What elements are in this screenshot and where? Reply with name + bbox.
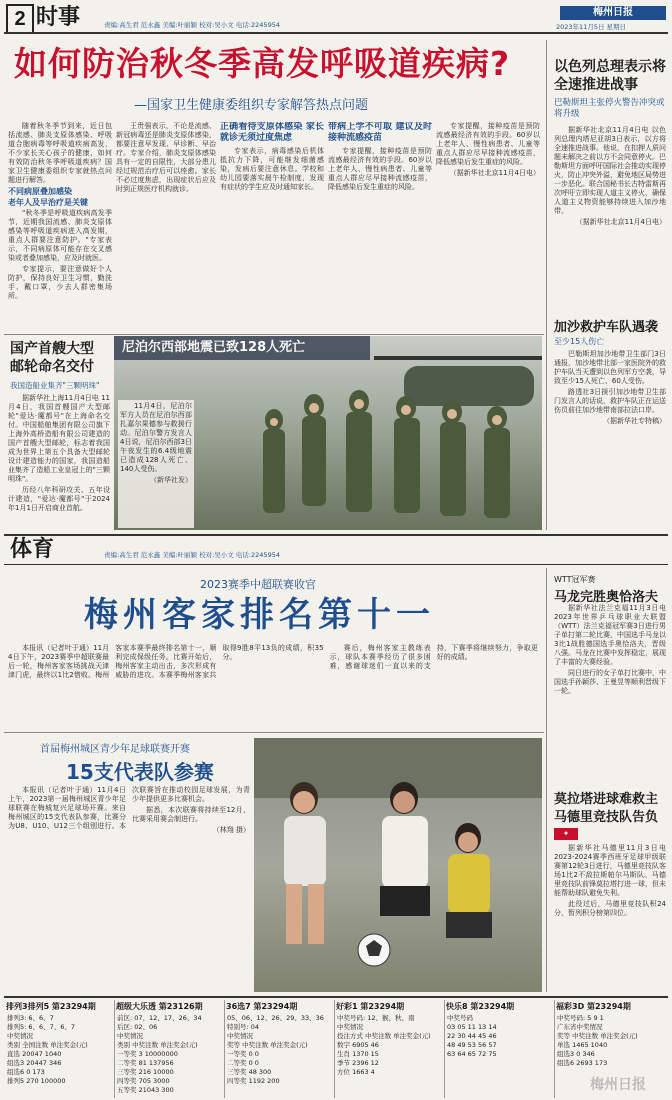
earthquake-caption [118, 400, 194, 528]
lottery-box-3 [224, 1000, 335, 1098]
cruise-subtitle: 我国造船业集齐"三颗明珠" [10, 381, 100, 390]
wtt-kicker: WTT冠军赛 [554, 575, 596, 584]
lottery-line: 类别 中奖注数 单注奖金(元) [117, 1041, 198, 1049]
lottery-line: 一等奖 3 10000000 [117, 1050, 178, 1058]
lead-subtitle: —国家卫生健康委组织专家解答热点问题 [134, 98, 369, 113]
lottery-line: 组选3 20447 346 [7, 1059, 62, 1067]
cruise-body2: 历经八年科研攻关、五年设计建造，"爱达·魔都号"于2024年1月1日开启商业首航。 [8, 486, 110, 512]
lottery-line: 季节 2396 12 [337, 1059, 379, 1067]
lottery-title: 福彩3D 第23294期 [556, 1002, 631, 1011]
lottery-line: 二等奖 81 137956 [117, 1059, 174, 1067]
earthquake-photo [114, 336, 542, 530]
lead-col5-text: 专家提醒，接种疫苗是预防流感最经济有效的手段。60岁以上老年人、慢性病患者、儿童等重点人群应尽早接种流感疫苗，降低感染后发生重症的风险。 [436, 122, 540, 166]
lottery-rule [4, 996, 668, 998]
youth-body: 本报讯（记者叶于通）11月4日上午，2023第一届梅州城区青少年足球联赛在梅城复兴足球场开赛。来自梅州城区的15支代表队参赛，比赛分为U8、U10、U12三个组别进行。本次联赛旨在推动校园足球发展，为青少年提供更多比赛机会。 [8, 786, 250, 830]
lottery-line: 四等奖 705 3000 [117, 1077, 170, 1085]
wtt-title: 马龙完胜奥恰洛夫 [554, 590, 659, 605]
wtt-body: 据新华社法兰克福11月3日电 2023年世界乒乓球职业大联盟（WTT）法兰克福冠军赛3日进行男子单打第二轮比赛，中国选手马龙以3比1战胜德国选手奥恰洛夫，晋级八强。马龙在比赛中发挥稳定，展现了丰富的大赛经验。 [554, 604, 666, 666]
sports-rule-top [4, 534, 668, 536]
cruise-text [8, 394, 110, 524]
lottery-line: 五等奖 21043 300 [117, 1086, 174, 1094]
lottery-line: 特别号: 04 [227, 1023, 260, 1031]
earthquake-headline: 尼泊尔西部地震已致128人死亡 [122, 340, 306, 355]
lottery-line: 直选 20047 1040 [7, 1050, 62, 1058]
ambulance-body: 巴勒斯坦加沙地带卫生部门3日通报，加沙地带北部一家医院外的救护车队当天遭到以色列军方空袭，导致至少15人死亡、60人受伤。 [554, 350, 666, 385]
sports-right-divider [546, 568, 547, 992]
lottery-line: 排列5 270 100000 [7, 1077, 66, 1085]
lottery-box-5 [444, 1000, 555, 1098]
sports-section-title: 体育 [10, 537, 55, 562]
lottery-title: 36选7 第23294期 [226, 1002, 298, 1011]
lottery-line: 48 49 53 56 57 [447, 1041, 497, 1049]
lottery-title: 超级大乐透 第23126期 [116, 1002, 203, 1011]
lead-q2: 老年人及早治疗是关键 [8, 198, 88, 207]
lead-col2 [116, 122, 216, 332]
sports-body2: 赛后，梅州客家主教练表示，球队本赛季经历了很多困难，感谢球迷们一直以来的支持，下赛季将继续努力，争取更好的成绩。 [329, 644, 538, 670]
lottery-box-1 [4, 1000, 115, 1098]
lottery-line: 中奖情况 [117, 1032, 143, 1040]
sports-body: 本报讯（记者叶于通）11月4日下午，2023赛季中超联赛最后一轮，梅州客家客场挑战天津津门虎，最终以1比2惜败。梅州客家本赛季最终排名第十一，顺利完成保级任务。比赛开始后，梅州客家主动出击，多次形成有威胁的进攻。本赛季梅州客家共取得9胜8平13负的成绩，积35分。 [8, 644, 324, 679]
lottery-line: 中奖号码: 5 9 1 [557, 1014, 604, 1022]
lottery-line: 组选6 0 173 [7, 1068, 45, 1076]
lottery-line: 中奖情况 [337, 1023, 363, 1031]
lottery-line: 中奖情况 [227, 1032, 253, 1040]
lottery-line: 奖等 中奖注数 单注奖金(元) [557, 1032, 638, 1040]
lottery-line: 投注方式 中奖注数 单注奖金(元) [337, 1032, 431, 1040]
right-top-title: 以色列总理表示将全速推进战事 [554, 59, 666, 93]
watermark: 梅州日报 [590, 1077, 646, 1093]
sports-title: 梅州客家排名第十一 [84, 595, 435, 635]
football-right-body2: 此役过后，马德里竞技队积24分，暂列积分榜第四位。 [554, 900, 666, 917]
lead-para2: "秋冬季是呼吸道疾病高发季节，近期我国流感、肺炎支原体感染等呼吸道疾病进入高发期，重点人群要注意防护。"专家表示，不同病原体可能存在交叉感染或者叠加感染，应及时就医。 [8, 209, 112, 262]
sports-rule [4, 564, 668, 565]
lottery-line: 方位 1663 4 [337, 1068, 375, 1076]
right-top-source: （据新华社北京11月4日电） [575, 218, 666, 226]
ambulance-subtitle: 至少15人伤亡 [554, 337, 605, 346]
lead-col2-more: 专家表示，病毒感染后机体抵抗力下降，可能继发细菌感染，发病后要注意休息。学校和幼儿园要落实晨午检制度，发现有症状的学生应及时通知家长。 [220, 147, 324, 191]
lottery-box-2 [114, 1000, 225, 1098]
lottery-line: 05、06、12、26、29、33、36 [227, 1014, 324, 1022]
youth-text [8, 786, 250, 992]
lead-col3 [220, 122, 324, 332]
ambulance-body2: 路透社3日援引加沙地带卫生部门发言人的话说，救护车队正在运送伤员前往加沙地带南部拉法口岸。 [554, 388, 666, 414]
earthquake-credit: （新华社发） [150, 476, 192, 484]
cruise-body: 据新华社上海11月4日电 11月4日，我国首艘国产大型邮轮"爱达·魔都号"在上海命名交付。中国船舶集团有限公司旗下上海外高桥造船有限公司建造的国产首艘大型邮轮，标志着我国成为世界上第五个具备大型邮轮设计建造能力的国家，我国造船业集齐了造船工业皇冠上的"三颗明珠"。 [8, 394, 110, 483]
right-top-subtitle: 巴勒斯坦主张停火警告冲突或将升级 [554, 98, 665, 119]
earthquake-caption-text: 11月4日，尼泊尔军方人员在尼泊尔西部扎嘉尔果德参与救援行动。尼泊尔警方发言人4日说，尼泊尔西部3日午夜发生的6.4级地震已造成128人死亡、140人受伤。 [120, 402, 192, 473]
wtt-text [554, 604, 666, 780]
sports-staff-credits: 责编:高生君 范永鑫 美编:叶丽颖 校对:吴小文 电话:2245954 [104, 551, 280, 559]
lottery-line: 中奖号码 [447, 1014, 473, 1022]
lottery-line: 一等奖 0 0 [227, 1050, 259, 1058]
masthead [560, 6, 666, 20]
lottery-box-4 [334, 1000, 445, 1098]
football-right-body: 据新华社马德里11月3日电 2023-2024赛季西班牙足球甲级联赛第12轮3日进行，马德里竞技队客场1比2不敌拉斯帕尔马斯队。马德里竞技队前锋莫拉塔打进一球，但未能帮助球队避免失利。 [554, 844, 666, 897]
youth-title: 15支代表队参赛 [66, 760, 214, 784]
youth-football-scene [254, 738, 542, 992]
lottery-line: 前区: 07、12、17、26、34 [117, 1014, 202, 1022]
lottery-line: 三等奖 48 300 [227, 1068, 272, 1076]
lottery-line: 数字 6905 46 [337, 1041, 379, 1049]
sports-text [8, 644, 538, 728]
lottery-line: 类别 全国注数 单注奖金(元) [7, 1041, 88, 1049]
lottery-title: 好彩1 第23294期 [336, 1002, 405, 1011]
lottery-line: 组选3 0 346 [557, 1050, 595, 1058]
paper-name: 梅州日报 [593, 7, 633, 18]
football-right-title: 莫拉塔进球难救主 [554, 792, 659, 807]
lead-col5 [436, 122, 540, 332]
lead-col1 [8, 122, 112, 332]
section-title: 时事 [36, 5, 81, 30]
lottery-title: 快乐8 第23294期 [446, 1002, 515, 1011]
lead-source: （据新华社北京11月4日电） [449, 169, 540, 177]
page-number: 2 [6, 4, 34, 34]
lead-col2-text: 王贵强表示，不论是流感、新冠病毒还是肺炎支原体感染，都要注意早发现、早诊断、早治疗。专家介绍，肺炎支原体感染具有一定的自限性，大部分患儿经过规范治疗后可以痊愈。家长不必过度焦虑，出现症状后应及时到正规医疗机构就诊。 [116, 122, 216, 193]
lottery-line: 单选 1465 1040 [557, 1041, 608, 1049]
lottery-title: 排列3排列5 第23294期 [6, 1002, 96, 1011]
staff-credits: 责编:高生君 范永鑫 美编:叶丽颖 校对:吴小文 电话:2245954 [104, 21, 280, 29]
header-rule [4, 32, 668, 34]
lottery-line: 63 64 65 72 75 [447, 1050, 497, 1058]
lottery-line: 三等奖 216 10000 [117, 1068, 174, 1076]
laliga-logo-icon: ● [554, 828, 578, 840]
lead-para1: 随着秋冬季节到来，近日包括流感、肺炎支原体感染、呼吸道合胞病毒等呼吸道疾病高发，不少家长关心孩子的健康，如何有效防治秋冬季呼吸道疾病？国家卫生健康委组织专家就热点问题进行解答。 [8, 122, 112, 184]
football-right-text [554, 844, 666, 992]
right-top-body: 据新华社北京11月4日电 以色列总理内塔尼亚胡3日表示，以方将全速推进战事。他说，在扣押人质问题未解决之前以方不会同意停火。巴勒斯坦方面呼吁国际社会推动实现停火，防止冲突外溢，避免地区局势进一步恶化。联合国秘书长古特雷斯再次呼吁立即实现人道主义停火，确保人道主义物资能够持续进入加沙地带。 [554, 126, 666, 215]
lottery-line: 组选6 2693 173 [557, 1059, 608, 1067]
mid-rule [4, 334, 544, 335]
lead-title: 如何防治秋冬季高发呼吸道疾病? [14, 44, 511, 83]
lottery-line: 后区: 02、06 [117, 1023, 158, 1031]
youth-credit: （林翔 摄） [212, 826, 250, 834]
lead-q1: 不同病原叠加感染 [8, 187, 72, 196]
youth-rule [4, 732, 544, 733]
lottery-line: 生肖 1370 15 [337, 1050, 379, 1058]
wtt-body2: 同日进行的女子单打比赛中，中国选手孙颖莎、王曼昱等顺利晋级下一轮。 [554, 669, 666, 695]
ambulance-text [554, 350, 666, 528]
lead-col2-q: 正确看待支原体感染 家长就诊无须过度焦虑 [220, 122, 324, 143]
sports-kicker: 2023赛季中超联赛收官 [200, 578, 316, 591]
lottery-line: 03 05 11 13 14 [447, 1023, 497, 1031]
cruise-headline: 国产首艘大型邮轮命名交付 [10, 341, 94, 375]
youth-kicker: 首届梅州城区青少年足球联赛开赛 [40, 744, 190, 755]
lottery-line: 中奖情况 [7, 1032, 33, 1040]
ambulance-source: （据新华社专特稿） [603, 417, 666, 425]
lead-col3-q: 带病上学不可取 建议及时接种流感疫苗 [328, 122, 432, 143]
lead-para3: 专家提示，要注意做好个人防护，保持良好卫生习惯，勤洗手、戴口罩，少去人群密集场所。 [8, 265, 112, 300]
lottery-line: 排列5: 6、6、7、6、7 [7, 1023, 76, 1031]
lead-col4 [328, 122, 432, 332]
lottery-line: 二等奖 0 0 [227, 1059, 259, 1067]
lead-col4-text: 专家提醒，接种疫苗是预防流感最经济有效的手段。60岁以上老年人、慢性病患者、儿童等重点人群应尽早接种流感疫苗，降低感染后发生重症的风险。 [328, 147, 432, 191]
lottery-line: 四等奖 1192 200 [227, 1077, 280, 1085]
lottery-line: 广东省中奖情况 [557, 1023, 603, 1031]
right-col-divider [546, 40, 547, 530]
lottery-line: 排列3: 6、6、7 [7, 1014, 54, 1022]
youth-body2: 据悉，本次联赛将持续至12月，比赛采用赛会制进行。 [132, 806, 250, 823]
right-top-text [554, 126, 666, 316]
lottery-line: 奖等 中奖注数 单注奖金(元) [227, 1041, 308, 1049]
issue-date: 2023年11月5日 星期日 [556, 23, 627, 31]
lottery-line: 22 30 44 45 46 [447, 1032, 497, 1040]
football-right-subtitle: 马德里竞技队告负 [554, 810, 659, 825]
youth-football-photo [254, 738, 542, 992]
lottery-line: 中奖号码: 12、猴、秋、南 [337, 1014, 415, 1022]
ambulance-title: 加沙救护车队遇袭 [554, 320, 659, 335]
